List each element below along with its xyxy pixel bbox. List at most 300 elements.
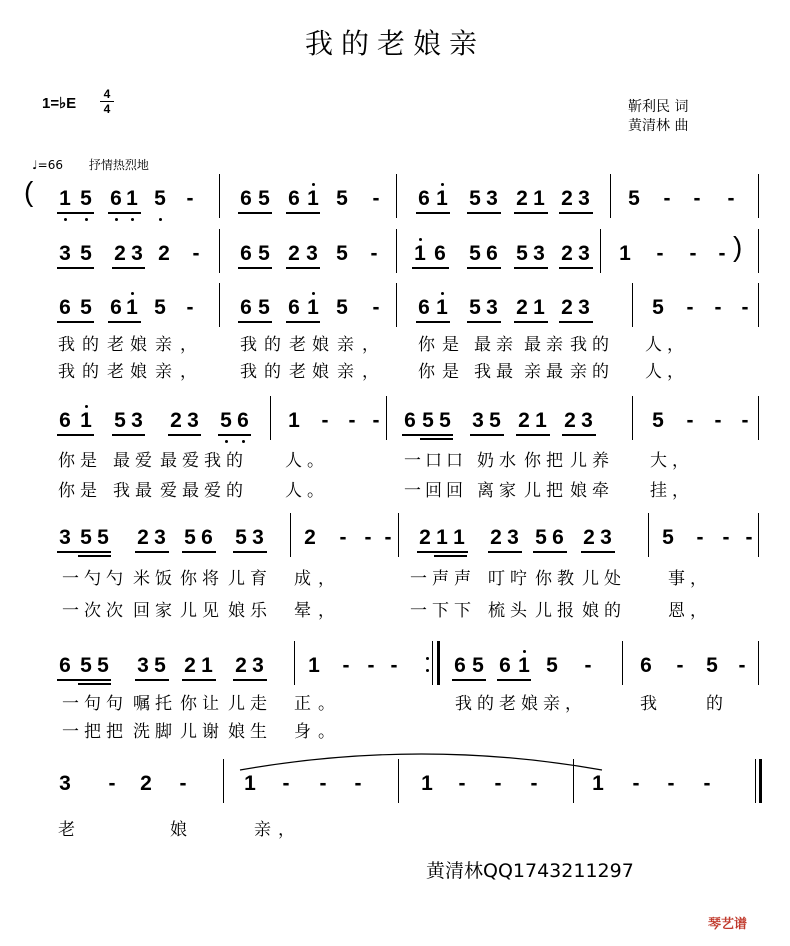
note-2: 2 <box>564 409 576 432</box>
dash-note: - <box>370 242 378 265</box>
dash-note: - <box>718 242 726 265</box>
lyric-char: 最 <box>496 362 513 382</box>
note-5: 5 <box>220 409 232 432</box>
lyric-char: 你 <box>58 451 75 471</box>
note-1: 1 <box>619 242 631 265</box>
beam-line <box>467 321 501 323</box>
bar-line <box>294 641 295 685</box>
lyric-char: 勺 <box>84 569 101 589</box>
lyric-char: 的 <box>477 694 494 714</box>
lyric-char: 我 <box>58 362 75 382</box>
lyric-char: 我 <box>204 451 221 471</box>
lyric-char: 咛 <box>510 569 527 589</box>
lyric-char: 。 <box>318 694 335 714</box>
note-1: 1 <box>533 296 545 319</box>
lyric-char: 我 <box>113 481 130 501</box>
dash-note: - <box>656 242 664 265</box>
dash-note: - <box>693 187 701 210</box>
note-2: 2 <box>561 242 573 265</box>
lyric-char: 亲 <box>543 694 560 714</box>
bar-line <box>758 513 759 557</box>
lyric-char: 娘 <box>521 694 538 714</box>
beam-line <box>416 212 450 214</box>
lyric-char: 亲 <box>337 335 354 355</box>
note-6: 6 <box>110 296 122 319</box>
lyric-char: 你 <box>535 569 552 589</box>
note-5: 5 <box>662 526 674 549</box>
lyric-char: 把 <box>106 722 123 742</box>
high-octave-dot <box>441 183 444 186</box>
beam-line <box>57 434 94 436</box>
lyric-char: 的 <box>82 335 99 355</box>
beam-line <box>108 212 141 214</box>
lyric-char: 亲 <box>155 362 172 382</box>
lyric-char: 人 <box>285 481 302 501</box>
open-paren: ( <box>24 176 34 207</box>
beam-line <box>516 434 550 436</box>
note-1: 1 <box>436 526 448 549</box>
lyric-char: 娘 <box>130 335 147 355</box>
bar-line <box>622 641 623 685</box>
lyric-char: 我 <box>240 335 257 355</box>
lyric-char: 老 <box>58 820 75 840</box>
beam-line <box>416 321 450 323</box>
bar-line <box>219 174 220 218</box>
beam-line <box>467 267 501 269</box>
note-2: 2 <box>583 526 595 549</box>
lyric-char: 儿 <box>582 569 599 589</box>
lyric-char: 口 <box>446 451 463 471</box>
note-5: 5 <box>154 654 166 677</box>
note-3: 3 <box>486 296 498 319</box>
bar-line <box>758 396 759 440</box>
beam-line <box>57 321 94 323</box>
note-6: 6 <box>240 296 252 319</box>
beam-line <box>78 683 111 685</box>
lyric-char: 爱 <box>160 481 177 501</box>
note-3: 3 <box>59 772 71 795</box>
note-5: 5 <box>258 242 270 265</box>
lyric-char: 爱 <box>135 451 152 471</box>
tempo-value: ♩=66 <box>32 158 63 172</box>
note-3: 3 <box>187 409 199 432</box>
high-octave-dot <box>131 292 134 295</box>
lyric-char: 最 <box>135 481 152 501</box>
lyric-char: 你 <box>418 362 435 382</box>
repeat-barline-thin <box>432 641 433 685</box>
beam-line <box>402 434 453 436</box>
lyric-char: 育 <box>250 569 267 589</box>
lyric-char: 我 <box>455 694 472 714</box>
note-5: 5 <box>472 654 484 677</box>
lyric-char: 把 <box>546 451 563 471</box>
note-2: 2 <box>516 187 528 210</box>
note-5: 5 <box>706 654 718 677</box>
bar-line <box>648 513 649 557</box>
lyric-char: 下 <box>432 601 449 621</box>
lyric-char: 娘 <box>582 601 599 621</box>
note-3: 3 <box>472 409 484 432</box>
beam-line <box>168 434 201 436</box>
note-3: 3 <box>154 526 166 549</box>
beam-line <box>467 212 501 214</box>
lyric-char: ， <box>180 335 197 355</box>
beam-line <box>559 321 593 323</box>
bar-line <box>219 229 220 273</box>
lyric-char: ， <box>362 335 379 355</box>
dash-note: - <box>108 772 116 795</box>
note-3: 3 <box>578 242 590 265</box>
note-5: 5 <box>80 296 92 319</box>
note-5: 5 <box>489 409 501 432</box>
note-5: 5 <box>422 409 434 432</box>
beam-line <box>470 434 504 436</box>
dash-note: - <box>696 526 704 549</box>
low-octave-dot <box>159 218 162 221</box>
lyric-char: 最 <box>474 335 491 355</box>
lyric-char: 正 <box>294 694 311 714</box>
dash-note: - <box>663 187 671 210</box>
lyric-char: 洗 <box>133 722 150 742</box>
note-2: 2 <box>235 654 247 677</box>
note-2: 2 <box>304 526 316 549</box>
bar-line <box>398 513 399 557</box>
lyric-char: 回 <box>133 601 150 621</box>
note-6: 6 <box>110 187 122 210</box>
note-1: 1 <box>436 296 448 319</box>
note-2: 2 <box>137 526 149 549</box>
lyric-char: ， <box>672 481 689 501</box>
lyric-char: 你 <box>58 481 75 501</box>
bar-line <box>632 283 633 327</box>
dash-note: - <box>689 242 697 265</box>
lyric-char: 。 <box>318 722 335 742</box>
beam-line <box>182 679 216 681</box>
lyric-char: 儿 <box>570 451 587 471</box>
dash-note: - <box>741 296 749 319</box>
note-2: 2 <box>184 654 196 677</box>
lyric-char: 老 <box>289 362 306 382</box>
dash-note: - <box>367 654 375 677</box>
note-5: 5 <box>97 654 109 677</box>
beam-line <box>514 267 548 269</box>
note-5: 5 <box>652 409 664 432</box>
note-3: 3 <box>306 242 318 265</box>
note-6: 6 <box>418 296 430 319</box>
lyric-char: 饭 <box>155 569 172 589</box>
lyric-char: 老 <box>107 335 124 355</box>
page-title: 我的老娘亲 <box>304 27 485 60</box>
low-octave-dot <box>225 440 228 443</box>
beam-line <box>562 434 596 436</box>
dash-note: - <box>339 526 347 549</box>
low-octave-dot <box>131 218 134 221</box>
repeat-barline <box>437 641 440 685</box>
meter-top: 4 <box>103 87 111 101</box>
lyric-char: 成 <box>294 569 311 589</box>
dash-note: - <box>686 409 694 432</box>
note-2: 2 <box>419 526 431 549</box>
note-5: 5 <box>258 296 270 319</box>
lyric-char: 句 <box>106 694 123 714</box>
lyric-char: 把 <box>84 722 101 742</box>
lyric-char: 的 <box>226 481 243 501</box>
dash-note: - <box>342 654 350 677</box>
lyric-char: 家 <box>155 601 172 621</box>
lyric-char: 嘱 <box>133 694 150 714</box>
lyric-char: 把 <box>546 481 563 501</box>
site-logo: 琴艺谱 <box>708 917 748 932</box>
dash-note: - <box>703 772 711 795</box>
note-1: 1 <box>126 296 138 319</box>
lyric-char: 头 <box>510 601 527 621</box>
bar-line <box>290 513 291 557</box>
lyric-char: 声 <box>432 569 449 589</box>
note-1: 1 <box>244 772 256 795</box>
note-1: 1 <box>308 654 320 677</box>
lyric-char: 一 <box>404 451 421 471</box>
lyric-char: 亲 <box>254 820 271 840</box>
key-signature: 1=♭E <box>42 95 77 112</box>
lyric-char: 儿 <box>180 722 197 742</box>
note-1: 1 <box>126 187 138 210</box>
note-6: 6 <box>201 526 213 549</box>
lyric-char: ， <box>318 569 335 589</box>
note-5: 5 <box>80 242 92 265</box>
note-2: 2 <box>170 409 182 432</box>
note-5: 5 <box>235 526 247 549</box>
lyric-char: 的 <box>706 694 723 714</box>
note-5: 5 <box>154 296 166 319</box>
note-2: 2 <box>561 296 573 319</box>
bar-line <box>396 174 397 218</box>
lyric-char: 的 <box>604 601 621 621</box>
lyric-char: 一 <box>410 569 427 589</box>
bar-line <box>758 283 759 327</box>
close-paren: ) <box>733 231 743 262</box>
note-1: 1 <box>414 242 426 265</box>
note-1: 1 <box>518 654 530 677</box>
lyric-char: 儿 <box>228 694 245 714</box>
lyric-char: 米 <box>133 569 150 589</box>
beam-line <box>417 551 468 553</box>
lyric-char: 处 <box>604 569 621 589</box>
note-2: 2 <box>140 772 152 795</box>
note-6: 6 <box>454 654 466 677</box>
note-3: 3 <box>252 654 264 677</box>
note-5: 5 <box>154 187 166 210</box>
beam-line <box>238 212 272 214</box>
lyric-char: 次 <box>84 601 101 621</box>
lyric-char: 挂 <box>650 481 667 501</box>
note-1: 1 <box>307 296 319 319</box>
note-3: 3 <box>507 526 519 549</box>
dash-note: - <box>192 242 200 265</box>
dash-note: - <box>319 772 327 795</box>
note-3: 3 <box>131 409 143 432</box>
note-1: 1 <box>421 772 433 795</box>
bar-line <box>396 283 397 327</box>
lyric-char: 奶 <box>477 451 494 471</box>
note-3: 3 <box>252 526 264 549</box>
note-6: 6 <box>59 296 71 319</box>
note-5: 5 <box>336 187 348 210</box>
lyric-char: 的 <box>264 362 281 382</box>
lyric-char: 儿 <box>535 601 552 621</box>
lyric-char: 生 <box>250 722 267 742</box>
beam-line <box>57 267 94 269</box>
note-5: 5 <box>80 654 92 677</box>
dash-note: - <box>686 296 694 319</box>
note-2: 2 <box>490 526 502 549</box>
bar-line <box>223 759 224 803</box>
note-6: 6 <box>59 409 71 432</box>
lyric-char: 亲 <box>496 335 513 355</box>
lyric-char: 我 <box>240 362 257 382</box>
expression-marking: 抒情热烈地 <box>88 158 149 172</box>
lyric-char: ， <box>278 820 295 840</box>
note-1: 1 <box>288 409 300 432</box>
lyric-char: 最 <box>113 451 130 471</box>
note-1: 1 <box>80 409 92 432</box>
lyric-char: 离 <box>477 481 494 501</box>
note-1: 1 <box>453 526 465 549</box>
high-octave-dot <box>312 183 315 186</box>
high-octave-dot <box>523 650 526 653</box>
note-1: 1 <box>592 772 604 795</box>
lyric-char: 的 <box>592 335 609 355</box>
beam-line <box>135 551 169 553</box>
lyric-char: 一 <box>62 722 79 742</box>
lyric-char: 将 <box>202 569 219 589</box>
note-1: 1 <box>201 654 213 677</box>
lyric-char: 恩 <box>668 601 685 621</box>
note-3: 3 <box>59 242 71 265</box>
lyric-char: ， <box>362 362 379 382</box>
lyric-char: 你 <box>180 569 197 589</box>
dash-note: - <box>321 409 329 432</box>
note-6: 6 <box>499 654 511 677</box>
beam-line <box>182 551 216 553</box>
note-1: 1 <box>535 409 547 432</box>
lyric-char: ， <box>667 362 684 382</box>
bar-line <box>219 283 220 327</box>
lyric-char: 一 <box>62 601 79 621</box>
lyric-char: 的 <box>592 362 609 382</box>
lyric-char: 。 <box>307 451 324 471</box>
beam-line <box>112 434 145 436</box>
lyric-char: 的 <box>226 451 243 471</box>
note-5: 5 <box>80 526 92 549</box>
beam-line <box>559 267 593 269</box>
lyric-char: 一 <box>410 601 427 621</box>
note-1: 1 <box>533 187 545 210</box>
lyric-char: 老 <box>289 335 306 355</box>
lyric-char: ， <box>690 569 707 589</box>
lyric-char: 一 <box>404 481 421 501</box>
low-octave-dot <box>85 218 88 221</box>
end-barline <box>759 759 762 803</box>
lyric-char: 亲 <box>524 362 541 382</box>
meter-bottom: 4 <box>103 102 111 116</box>
lyric-char: 你 <box>524 451 541 471</box>
high-octave-dot <box>85 405 88 408</box>
lyric-char: 人 <box>645 362 662 382</box>
lyric-char: 最 <box>182 481 199 501</box>
dash-note: - <box>676 654 684 677</box>
lyric-char: 托 <box>155 694 172 714</box>
beam-line <box>57 212 94 214</box>
high-octave-dot <box>441 292 444 295</box>
note-5: 5 <box>184 526 196 549</box>
beam-line <box>238 321 272 323</box>
note-6: 6 <box>418 187 430 210</box>
beam-line <box>238 267 272 269</box>
note-6: 6 <box>288 296 300 319</box>
bar-line <box>386 396 387 440</box>
beam-line <box>533 551 567 553</box>
note-3: 3 <box>486 187 498 210</box>
note-3: 3 <box>59 526 71 549</box>
lyric-char: 回 <box>425 481 442 501</box>
lyric-char: 儿 <box>228 569 245 589</box>
lyric-char: 回 <box>446 481 463 501</box>
lyric-char: 人 <box>285 451 302 471</box>
lyric-char: 是 <box>80 451 97 471</box>
lyric-char: 娘 <box>228 722 245 742</box>
note-5: 5 <box>546 654 558 677</box>
beam-line <box>233 551 267 553</box>
beam-line <box>78 555 111 557</box>
note-2: 2 <box>158 242 170 265</box>
lyric-char: 脚 <box>155 722 172 742</box>
note-3: 3 <box>578 187 590 210</box>
lyric-char: 你 <box>180 694 197 714</box>
lyric-char: 晕 <box>294 601 311 621</box>
beam-line <box>108 321 141 323</box>
lyric-char: 句 <box>84 694 101 714</box>
lyric-char: 家 <box>499 481 516 501</box>
dash-note: - <box>667 772 675 795</box>
note-2: 2 <box>288 242 300 265</box>
lyric-char: 娘 <box>312 335 329 355</box>
dash-note: - <box>179 772 187 795</box>
lyric-char: 娘 <box>312 362 329 382</box>
dash-note: - <box>364 526 372 549</box>
note-5: 5 <box>469 296 481 319</box>
lyric-char: 你 <box>418 335 435 355</box>
note-3: 3 <box>600 526 612 549</box>
lyric-char: 的 <box>82 362 99 382</box>
note-6: 6 <box>434 242 446 265</box>
lyric-char: 次 <box>106 601 123 621</box>
note-3: 3 <box>578 296 590 319</box>
lyric-char: 声 <box>454 569 471 589</box>
high-octave-dot <box>419 238 422 241</box>
slur-arc <box>238 748 606 772</box>
lyric-char: 老 <box>107 362 124 382</box>
dash-note: - <box>384 526 392 549</box>
beam-line <box>57 679 111 681</box>
note-5: 5 <box>628 187 640 210</box>
lyric-char: 梳 <box>488 601 505 621</box>
lyric-char: 亲 <box>337 362 354 382</box>
note-5: 5 <box>439 409 451 432</box>
beam-line <box>420 438 453 440</box>
lyric-char: 我 <box>58 335 75 355</box>
time-signature <box>100 88 114 115</box>
note-3: 3 <box>581 409 593 432</box>
